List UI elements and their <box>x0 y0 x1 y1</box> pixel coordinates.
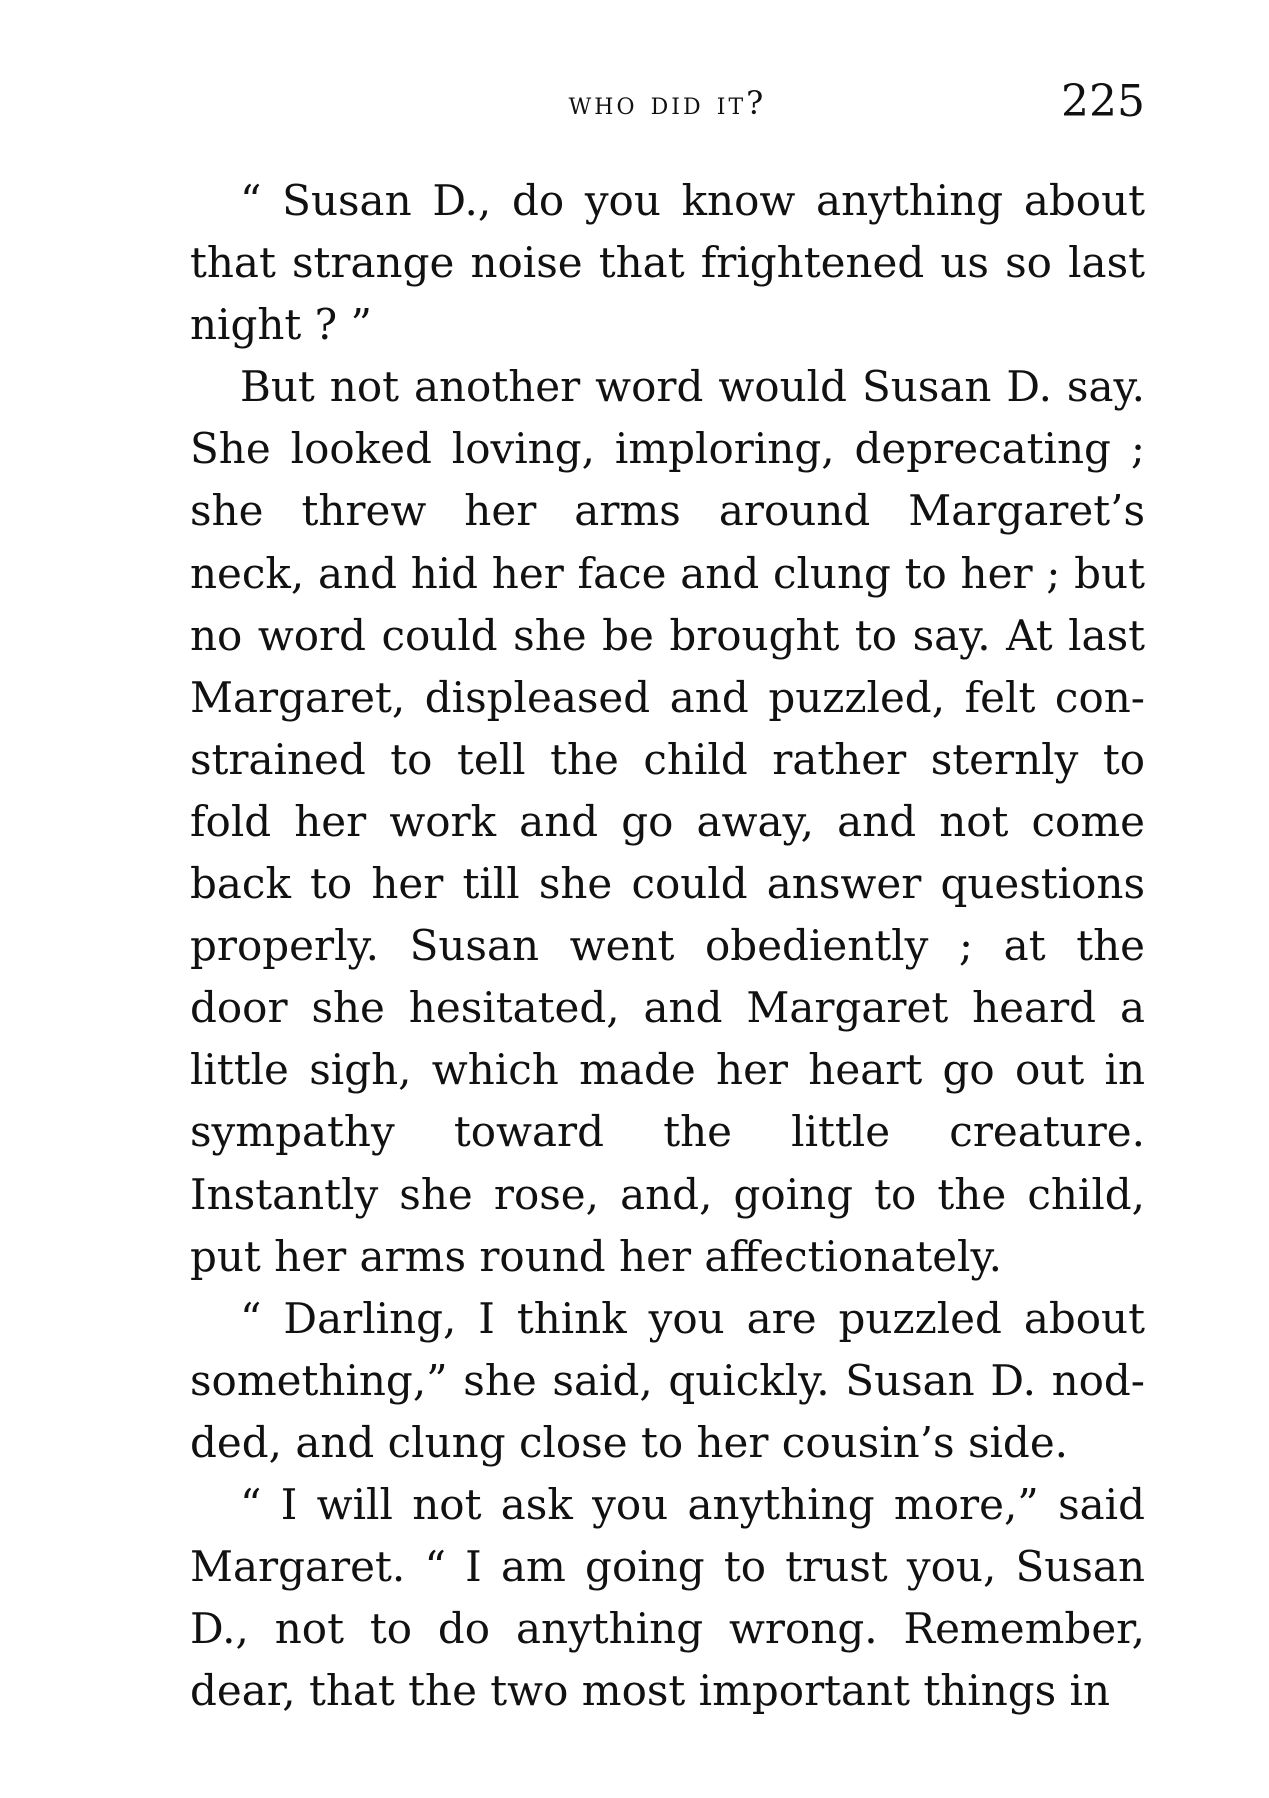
page-number: 225 <box>1061 76 1145 127</box>
body-text <box>190 170 1145 1722</box>
paragraph: “ I will not ask you anything more,” said Margaret. “ I am going to trust you, Susan D., not to do anything wrong. Remember, dear, that the two most important things in <box>190 1479 1145 1716</box>
running-title: who did it? <box>568 84 767 122</box>
paragraph: “ Darling, I think you are puzzled about something,” she said, quickly. Susan D. nodded, and clung close to her cousin’s side. <box>190 1293 1145 1467</box>
running-head <box>190 76 1145 136</box>
paragraph: “ Susan D., do you know anything about that strange noise that frightened us so last night ? ” <box>190 176 1145 350</box>
paragraph: But not another word would Susan D. say. She looked loving, imploring, deprecating ; she threw her arms around Margaret’s neck, and hid her face and clung to her ; but no word could she be brought to say. At last Margaret, displeased and puzzled, felt constrained to tell the child rather sternly to fold her work and go away, and not come back to her till she could answer questions properly. Susan went obediently ; at the door she hesitated, and Margaret heard a little sigh, which made her heart go out in sympathy toward the little creature. Instantly she rose, and, going to the child, put her arms round her affectionately. <box>190 362 1145 1281</box>
